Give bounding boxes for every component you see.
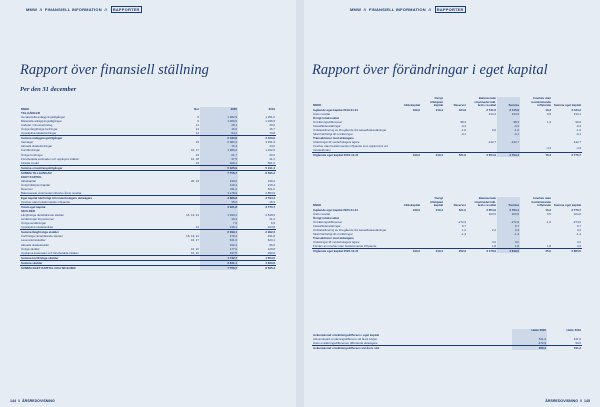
row-value-2020: 1 742,7 [200, 255, 238, 260]
row-value: 98,3 [460, 119, 466, 124]
row-label: Avsättningar till pensioner [21, 217, 55, 222]
row-value-2019: 41,2 [269, 156, 275, 161]
row-label: Skatt hänförligt till omräkningar [313, 232, 353, 237]
header-section: FINANSIELL INFORMATION [368, 7, 426, 12]
row-value: 2 541,6 [486, 107, 496, 112]
col-header-label: MSEK [21, 107, 30, 111]
right-page [304, 0, 600, 407]
row-label: SUMMA TILLGÅNGAR [20, 170, 170, 175]
row-label: Summa skulder [20, 260, 170, 265]
footer-page-number: 145 [584, 399, 590, 403]
row-value: 3 415,9 [497, 108, 520, 112]
row-value-2020: 1 933,2 [200, 213, 238, 217]
row-value-2019: 16,3 [269, 200, 275, 205]
row-value: 3 884,5 [552, 249, 582, 254]
row-value-2019: 21,2 [269, 217, 275, 222]
row-value-2020: 929,1 [200, 161, 238, 166]
row-value [497, 144, 520, 153]
row-label: Ackumulerad omräkningsdifferens vid årets slut [312, 345, 512, 350]
row-value: 219,4 [421, 249, 444, 254]
row-label: Förutbetalda kostnader och upplupna intäkter [21, 156, 80, 161]
row-value-2020: 47,5 [200, 157, 238, 161]
row-value: 19,3 [545, 107, 551, 112]
row-label: Summa anläggningstillgångar [20, 136, 170, 141]
row-value-2020: 311,2 [200, 187, 238, 191]
row-value-2019: 164,8 [267, 225, 275, 230]
row-label: Ingående eget kapital 2020-01-01 [313, 207, 358, 212]
row-note: 16, 22 [190, 250, 199, 255]
row-value: 2,2 [491, 228, 496, 233]
row-value: -1,4 [576, 232, 581, 237]
row-label: Ackumulerad omräkningsdifferens i eget kapital [313, 332, 380, 337]
row-value-2020: 7 756,7 [200, 170, 238, 175]
row-value: -0,3 [497, 124, 520, 128]
row-value-2019: 2 818,5 [265, 213, 275, 218]
row-label: Upplupna kostnader och förutbetalda intäkter [21, 250, 79, 255]
row-label: Innehav utan bestämmande inflytande [21, 200, 71, 205]
row-value: -272,9 [497, 220, 520, 224]
row-value-2020: 7 756,7 [200, 265, 238, 270]
row-value: 199,0 [412, 107, 420, 112]
table-row [312, 153, 582, 158]
row-label: Ackumulerad omräkningsdifferens vid årets början [313, 336, 378, 341]
row-note: 16, 17 [190, 148, 199, 153]
row-value-2020: 199,0 [200, 179, 238, 183]
row-value: -1,0 [576, 128, 581, 133]
row-value: 35,0 [520, 249, 552, 254]
col-header: Balanserade vinstmedel inkl. årets resultat [474, 197, 496, 208]
row-value-2019: 1 604,5 [238, 255, 276, 260]
col-header-2019: 2019 [268, 107, 275, 111]
col-header: Övrigt tillskjutet kapital [430, 97, 443, 108]
row-value [444, 144, 467, 153]
row-value: -0,3 [576, 123, 581, 128]
row-label: Kassaflödessäkringar [313, 123, 341, 128]
row-value: 313,1 [573, 111, 581, 116]
row-value: 1,8 [497, 244, 520, 249]
row-value-2019: 2 992,3 [238, 230, 276, 235]
row-value: 3 849,5 [497, 249, 520, 254]
col-header: Helår 2020 [512, 329, 547, 333]
row-value-2020: 19,4 [200, 217, 238, 221]
row-value: -132,7 [487, 140, 496, 145]
col-header: Reserver [453, 203, 466, 208]
row-value: 0,8 [546, 111, 551, 116]
row-label: SKULDER [21, 209, 35, 214]
page-title: Rapport över förändringar i eget kapital [312, 62, 548, 78]
row-value-2019: 199,0 [267, 178, 275, 183]
row-label: Kortfristiga räntebärande skulder [21, 234, 63, 239]
col-header: MSEK [313, 203, 322, 208]
row-value: 2 854,9 [486, 207, 496, 212]
col-header: Summa [497, 97, 520, 108]
row-label: Uppskjutna skatteskulder [21, 225, 54, 230]
row-value-2020: 28,1 [200, 123, 238, 127]
row-value: 3 178,9 [467, 249, 497, 254]
row-note: 19 [195, 160, 199, 165]
row-value-2020: 3 921,8 [200, 205, 238, 210]
balance-sheet-table [20, 107, 276, 270]
row-label: Utdelningar till moderbolagets ägare [313, 240, 360, 245]
row-value-2020: 3 841,1 [200, 260, 238, 265]
row-label: TILLGÅNGAR [21, 111, 40, 116]
col-header: Helår 2019 [566, 329, 581, 332]
row-label: Årets resultat [313, 111, 331, 116]
footer-page-number: 144 [10, 399, 16, 403]
row-label: Kassaflödessäkringar [313, 223, 341, 228]
row-label: Omklassificering av föregående års kassaflödessäkringar [313, 228, 387, 233]
row-note: 16, 17 [190, 238, 199, 243]
row-value-2020: 102,4 [200, 243, 238, 247]
col-header-2020: 2020 [200, 107, 238, 111]
row-label: Summa långfristiga skulder [20, 230, 170, 235]
row-value: 6,7 [576, 223, 581, 228]
row-value: 324,0 [573, 211, 581, 216]
page-subtitle: Per den 31 december [20, 86, 77, 93]
row-value: 3 434,2 [571, 107, 581, 112]
row-label: SUMMA EGET KAPITAL OCH SKULDER [20, 265, 170, 270]
row-label: Innehav utan bestämmande inflytande som uppkommit vid rörelseförvärv [313, 144, 388, 153]
row-value-2019: 8 595,3 [238, 170, 276, 175]
row-value-2020: 139,1 [200, 225, 238, 230]
row-label: Utgående eget kapital 2020-12-31 [312, 249, 398, 254]
row-value: 424,9 [458, 107, 466, 112]
equity-table-2020 [312, 197, 582, 253]
row-label: Aktuella skatteskulder [21, 242, 50, 247]
col-header: Summa eget kapital [553, 103, 581, 108]
equity-table-2019 [312, 97, 582, 157]
row-value-2019: 1 192,6 [265, 148, 275, 153]
row-note [170, 265, 200, 270]
header-doc: MMW [350, 7, 362, 12]
row-value-2019: 3 351,9 [265, 140, 275, 145]
row-value: 16,3 [520, 153, 552, 158]
row-value-2019: 4 623,6 [238, 260, 276, 265]
row-label: Summa omsättningstillgångar [20, 165, 170, 170]
row-value: -272,9 [457, 219, 466, 224]
row-value-2020: 3 178,9 [200, 191, 238, 196]
col-header: Balanserade vinstmedel inkl. årets resultat [474, 97, 496, 108]
row-label: Materiella anläggningstillgångar [21, 119, 62, 124]
col-header: Aktiekapital [403, 203, 420, 208]
header-doc: MMW [26, 7, 38, 12]
col-header: Aktiekapital [403, 103, 420, 108]
table-row [312, 144, 582, 153]
row-label: Varulager [21, 140, 34, 145]
row-label: Eget kapital hänförligt till moderbolagets aktieägare [20, 195, 170, 200]
row-value-2019: 521,0 [267, 186, 275, 191]
row-value: -4,3 [576, 146, 581, 151]
row-value: -272,9 [512, 341, 547, 346]
row-label: Omräkningsdifferenser [313, 119, 343, 124]
row-value: 0,0 [491, 128, 496, 133]
row-value: 313,3 [497, 112, 520, 116]
row-note: 16, 19, 21 [186, 213, 199, 218]
row-label: Andelar i intresseföretag [21, 123, 53, 128]
row-value-2019: 219,4 [267, 182, 275, 187]
header-tag: RAPPORTER [436, 7, 464, 12]
row-label: Summa kortfristiga skulder [20, 255, 170, 260]
col-header: Innehav utan bestämmande inflytande [531, 97, 551, 108]
row-label: Årets omräkningsdifferenser tillhörande aktieägare [313, 340, 378, 345]
row-label: Övriga långfristiga fordringar [21, 127, 58, 132]
row-value: 98,3 [497, 120, 520, 124]
row-value-2019: 29,0 [269, 123, 275, 128]
row-value: 1,2 [461, 228, 466, 233]
row-value: -0,3 [461, 123, 466, 128]
row-value-2020: 16,0 [200, 127, 238, 131]
row-value-2020: 1 009,6 [200, 119, 238, 123]
table-row [312, 345, 582, 350]
col-header: Övrigt tillskjutet kapital [430, 197, 443, 208]
row-value-2019: 501,0 [267, 160, 275, 165]
row-note: 20, 23 [190, 178, 199, 183]
row-label: Aktuella skattefordringar [21, 144, 53, 149]
row-value: 252,2 [444, 249, 467, 254]
row-note: 14 [195, 127, 199, 132]
row-value-2019: 16,7 [269, 127, 275, 132]
row-value: 199,0 [412, 207, 420, 212]
col-header-note: Not [194, 107, 199, 111]
page-title: Rapport över finansiell ställning [20, 62, 209, 78]
row-value: 3 770,7 [552, 153, 582, 158]
row-value-2020: 219,4 [200, 183, 238, 187]
header-section: FINANSIELL INFORMATION [44, 7, 102, 12]
row-value-2019: 491,8 [267, 234, 275, 239]
row-value: 6,7 [461, 223, 466, 228]
row-value-2020: 941,6 [200, 238, 238, 242]
row-value: -4,3 [546, 146, 551, 151]
row-value: -1,4 [497, 232, 520, 236]
row-value-2019: 3 794,4 [238, 195, 276, 200]
row-value: 541,2 [512, 337, 547, 341]
page-header: MMW // FINANSIELL INFORMATION // RAPPORTER [350, 7, 464, 12]
row-label: Skatt hänförligt till omräkningar [313, 132, 353, 137]
row-value: 0,5 [546, 211, 551, 216]
row-value-2020: 1 282,9 [200, 115, 238, 119]
row-value: 521,0 [458, 207, 466, 212]
row-value: 3,4 [497, 228, 520, 232]
row-value [467, 144, 497, 153]
row-value: 0,0 [491, 240, 496, 245]
row-value: 2 854,9 [467, 153, 497, 158]
row-note: 16 [195, 152, 199, 157]
row-label: Likvida medel [21, 160, 39, 165]
row-label: Kundfordringar [21, 148, 41, 153]
row-label: Övriga avsättningar [21, 221, 47, 226]
row-value-2020: 94,2 [200, 131, 238, 136]
row-label: Övrigt tillskjutet kapital [21, 182, 50, 187]
row-label: Övriga fordringar [21, 152, 43, 157]
col-header: Reserver [453, 103, 466, 108]
col-header: Innehav utan bestämmande inflytande [531, 197, 551, 208]
row-label: Omräkningsdifferenser [313, 219, 343, 224]
row-label: Immateriella anläggningstillgångar [21, 115, 65, 120]
row-value-2019: 290,0 [267, 250, 275, 255]
page-header: MMW // FINANSIELL INFORMATION // RAPPORTER [26, 7, 140, 12]
row-value: 313,3 [488, 111, 496, 116]
row-value-2020: 177,9 [200, 247, 238, 251]
row-value: 219,4 [435, 207, 443, 212]
row-note: 15 [195, 140, 199, 145]
row-value: 99,6 [575, 340, 581, 345]
row-label: Aktiekapital [21, 178, 36, 183]
row-value: -1,6 [546, 219, 551, 224]
row-value: 541,2 [547, 345, 582, 350]
row-value: -0,1 [497, 132, 520, 136]
row-value: 3,6 [576, 244, 581, 249]
row-value-2020: 5 325,9 [200, 165, 238, 170]
row-value-2019: 2 854,9 [265, 190, 275, 195]
header-tag: RAPPORTER [112, 7, 140, 12]
row-value: 3 794,4 [497, 153, 520, 158]
footer-doc: ÅRSREDOVISNING [545, 399, 578, 403]
row-value: 441,6 [573, 336, 581, 341]
table-row [20, 265, 276, 270]
row-value: 99,6 [575, 119, 581, 124]
row-value [398, 144, 421, 153]
row-label: Årets resultat [313, 211, 331, 216]
row-value-2020: 61,7 [200, 153, 238, 157]
row-value: -1,0 [461, 128, 466, 133]
row-value: 219,4 [435, 107, 443, 112]
left-page [0, 0, 296, 407]
row-value: -1,4 [461, 232, 466, 237]
row-value-2019: 3 770,7 [238, 205, 276, 210]
row-label: Långfristiga räntebärande skulder [21, 213, 65, 218]
row-value: 3,4 [576, 228, 581, 233]
row-value: 219,4 [421, 153, 444, 158]
row-note: 9 [197, 119, 199, 124]
row-label: Övriga skulder [21, 246, 40, 251]
row-value-2020: 3 886,8 [200, 195, 238, 200]
row-label: Totalt eget kapital [20, 205, 170, 210]
row-value: 323,5 [497, 212, 520, 216]
row-note: 16, 19, 21 [186, 234, 199, 239]
row-value-2020: 237,5 [200, 251, 238, 256]
row-value: 1,8 [546, 244, 551, 249]
row-value: 0,0 [497, 240, 520, 244]
row-value-2019: 623,1 [267, 238, 275, 243]
row-value-2019: 129,8 [267, 246, 275, 251]
col-header: MSEK [313, 103, 322, 108]
row-label: Reserver [21, 186, 33, 191]
row-value: 521,0 [444, 153, 467, 158]
row-value: 0,0 [576, 240, 581, 245]
row-value: 3 770,7 [571, 207, 581, 212]
row-value-2019: 60,6 [269, 152, 275, 157]
page-footer: 144 // ÅRSREDOVISNING [10, 399, 55, 403]
row-value-2020: 2 099,1 [200, 230, 238, 235]
row-value: 199,0 [398, 249, 421, 254]
row-label: Omklassificering av föregående års kassaflödessäkringar [313, 128, 387, 133]
row-note: 12 [195, 225, 199, 230]
row-value-2019: 2 403,9 [238, 136, 276, 141]
row-value-2020: 15,4 [200, 144, 238, 148]
row-value-2019: 1 251,0 [265, 115, 275, 120]
footer-doc: ÅRSREDOVISNING [22, 399, 55, 403]
row-label: Balanserade vinstmedel inklusive årets resultat [21, 190, 82, 195]
row-value-2019: 70,8 [269, 131, 275, 136]
row-value: 1,8 [491, 244, 496, 249]
row-value-2019: 6,9 [270, 221, 275, 226]
row-note: 12 [195, 131, 199, 136]
row-value-2020: 35,0 [200, 200, 238, 205]
row-note: 16, 22 [190, 246, 199, 251]
row-note: 8 [197, 115, 199, 120]
row-label: Ingående eget kapital 2019-01-01 [313, 107, 358, 112]
row-value-2020: 2 430,8 [200, 136, 238, 141]
row-value-2019: 8 595,3 [238, 265, 276, 270]
row-value-2020: 7,6 [200, 221, 238, 225]
row-value: 16,3 [545, 207, 551, 212]
row-value: -274,5 [572, 219, 581, 224]
col-header: Summa eget kapital [553, 203, 581, 208]
row-label: Transaktioner med aktieägare [313, 236, 354, 241]
row-note: 11 [195, 123, 199, 128]
row-value: 199,0 [398, 153, 421, 158]
row-label: Utgående eget kapital 2019-12-31 [312, 153, 398, 158]
row-label: Övrigt totalresultat [313, 115, 339, 120]
col-header: Summa [497, 197, 520, 208]
row-value: -0,1 [576, 132, 581, 137]
page-footer: ÅRSREDOVISNING // 145 [545, 399, 590, 403]
row-value-2020: 279,4 [200, 234, 238, 238]
row-value: -1,0 [497, 128, 520, 132]
row-label: Transaktioner med aktieägare [313, 136, 354, 141]
row-value: 323,5 [488, 211, 496, 216]
row-value: 3 794,4 [497, 208, 520, 212]
row-value-2019: 1 036,5 [265, 119, 275, 124]
row-label: Uppskjutna skattefordringar [21, 131, 57, 136]
translation-differences-table [312, 329, 582, 350]
row-value [421, 144, 444, 153]
row-label: Förvärv av innehav utan bestämmande inflytande [313, 244, 377, 249]
row-value-2019: 44,0 [269, 144, 275, 149]
table-row [312, 249, 582, 254]
row-value: -132,7 [497, 140, 520, 144]
row-value: 1,3 [546, 119, 551, 124]
row-value: -132,7 [572, 140, 581, 145]
row-label: EGET KAPITAL [21, 174, 42, 179]
row-note: 16, 18 [190, 156, 199, 161]
spread-gutter [296, 0, 304, 407]
row-value: 6,7 [497, 224, 520, 228]
row-label: Utdelningar till moderbolagets ägare [313, 140, 360, 145]
row-value: -0,1 [461, 132, 466, 137]
row-label: Övrigt totalresultat [313, 215, 339, 220]
row-value-2020: 1 289,2 [200, 148, 238, 152]
row-value-2019: 96,6 [269, 242, 275, 247]
row-label: Leverantörsskulder [21, 238, 46, 243]
row-value-2019: 5 191,4 [238, 165, 276, 170]
row-value: 268,3 [512, 345, 547, 350]
row-value-2020: 2 983,3 [200, 140, 238, 144]
